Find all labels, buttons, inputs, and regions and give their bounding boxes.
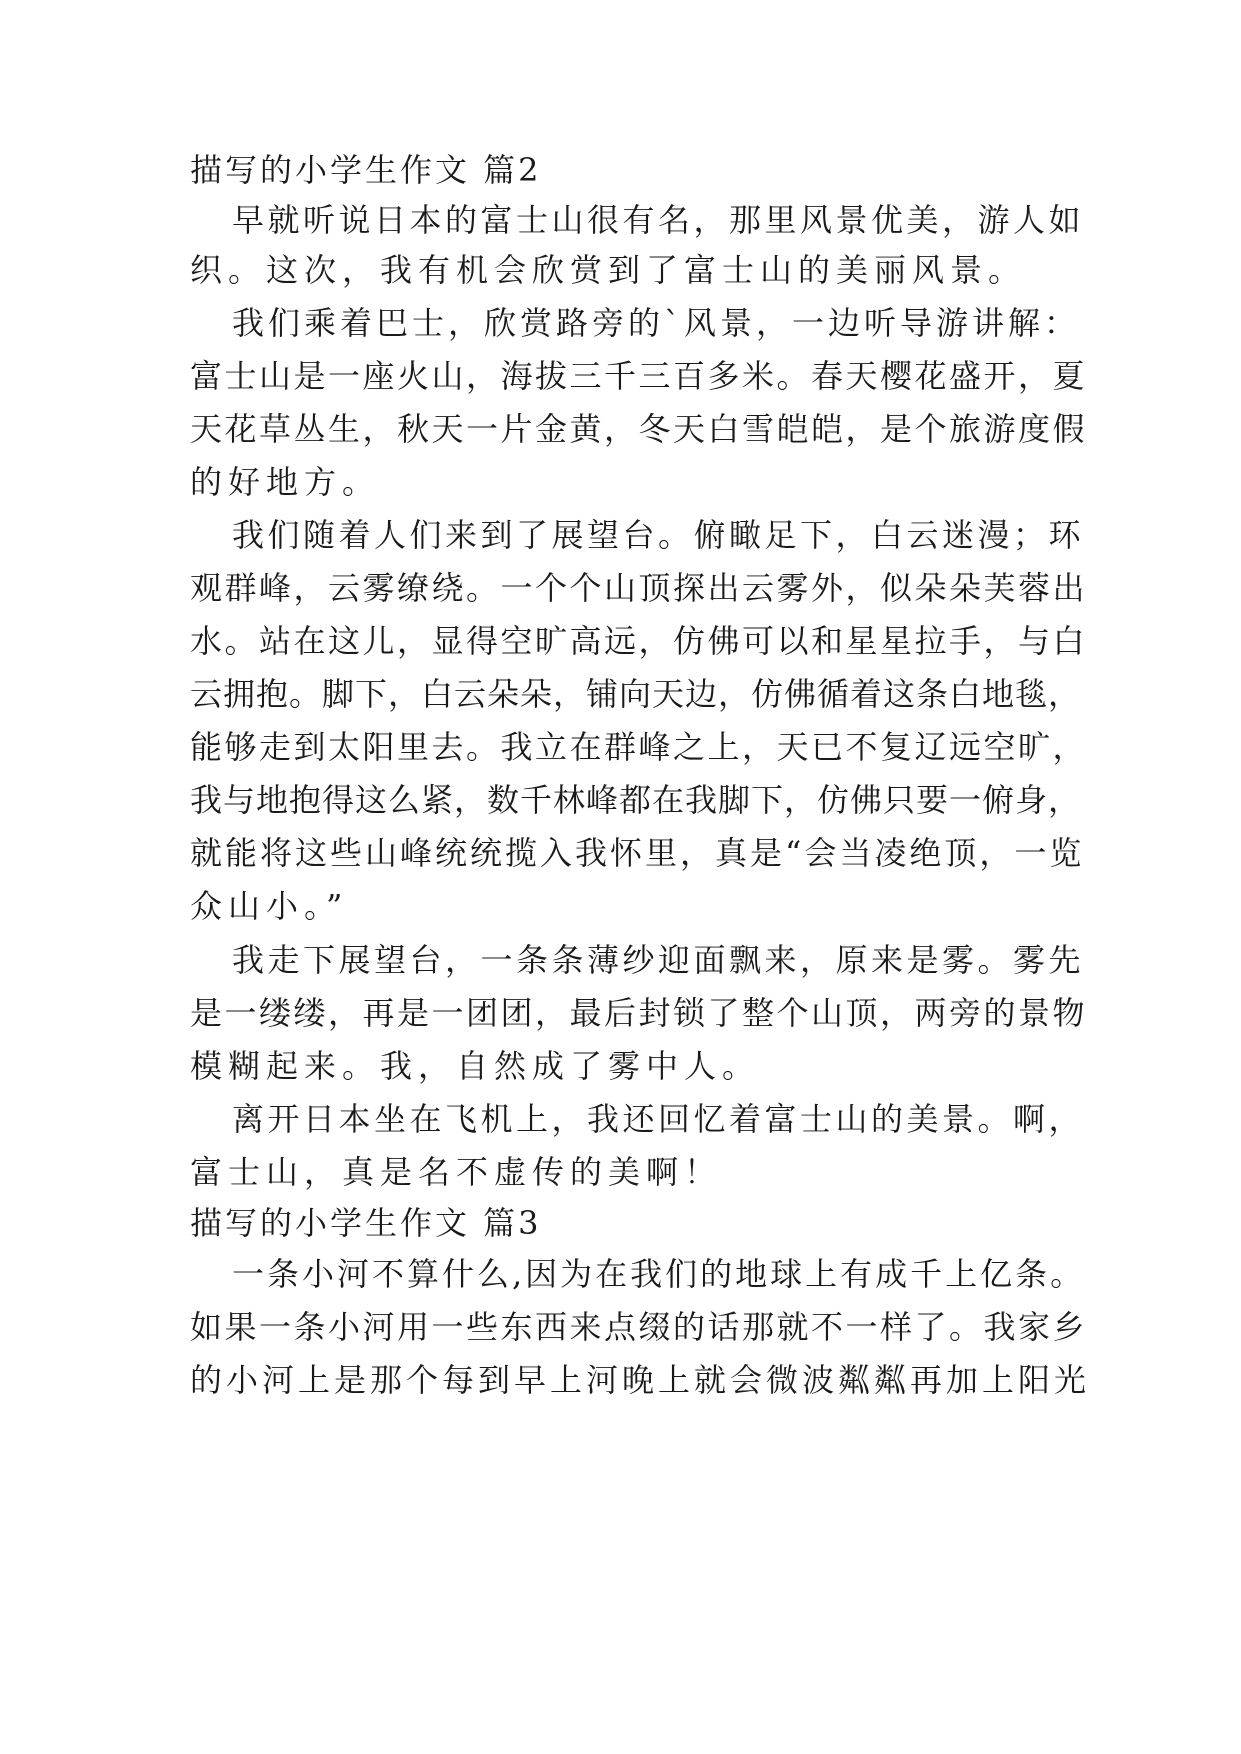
paragraph-line: 我们乘着巴士，欣赏路旁的`风景，一边听导游讲解： <box>232 304 1081 342</box>
paragraph-line: 我走下展望台，一条条薄纱迎面飘来，原来是雾。雾先 <box>232 941 1085 979</box>
paragraph-line: 的好地方。 <box>190 463 381 501</box>
paragraph-line: 织。这次，我有机会欣赏到了富士山的美丽风景。 <box>190 251 1027 289</box>
paragraph-line: 我与地抱得这么紧，数千林峰都在我脚下，仿佛只要一俯身， <box>190 781 1082 819</box>
paragraph-line: 如果一条小河用一些东西来点缀的话那就不一样了。我家乡 <box>190 1308 1088 1346</box>
paragraph-line: 能够走到太阳里去。我立在群峰之上，天已不复辽远空旷， <box>190 728 1088 766</box>
paragraph-line: 富士山是一座火山，海拔三千三百多米。春天樱花盛开，夏 <box>190 357 1088 395</box>
paragraph-line: 观群峰，云雾缭绕。一个个山顶探出云雾外，似朵朵芙蓉出 <box>190 569 1088 607</box>
paragraph-line: 的小河上是那个每到早上河晚上就会微波粼粼再加上阳光 <box>190 1361 1091 1399</box>
paragraph-line: 天花草丛生，秋天一片金黄，冬天白雪皑皑，是个旅游度假 <box>190 410 1088 448</box>
paragraph-line: 离开日本坐在飞机上，我还回忆着富士山的美景。啊， <box>232 1100 1085 1138</box>
paragraph-line: 我们随着人们来到了展望台。俯瞰足下，白云迷漫；环 <box>232 516 1085 554</box>
paragraph-line: 就能将这些山峰统统揽入我怀里，真是“会当凌绝顶，一览 <box>190 834 1085 872</box>
essay-heading-2: 描写的小学生作文 篇2 <box>190 151 542 189</box>
paragraph-line: 众山小。” <box>190 887 349 925</box>
essay-heading-3: 描写的小学生作文 篇3 <box>190 1204 542 1242</box>
paragraph-line: 是一缕缕，再是一团团，最后封锁了整个山顶，两旁的景物 <box>190 994 1088 1032</box>
paragraph-line: 早就听说日本的富士山很有名，那里风景优美，游人如 <box>232 201 1085 239</box>
paragraph-line: 一条小河不算什么,因为在我们的地球上有成千上亿条。 <box>232 1255 1086 1293</box>
paragraph-line: 云拥抱。脚下，白云朵朵，铺向天边，仿佛循着这条白地毯， <box>190 675 1082 713</box>
paragraph-line: 水。站在这儿，显得空旷高远，仿佛可以和星星拉手，与白 <box>190 622 1088 660</box>
paragraph-line: 富士山，真是名不虚传的美啊！ <box>190 1153 723 1191</box>
paragraph-line: 模糊起来。我，自然成了雾中人。 <box>190 1047 761 1085</box>
